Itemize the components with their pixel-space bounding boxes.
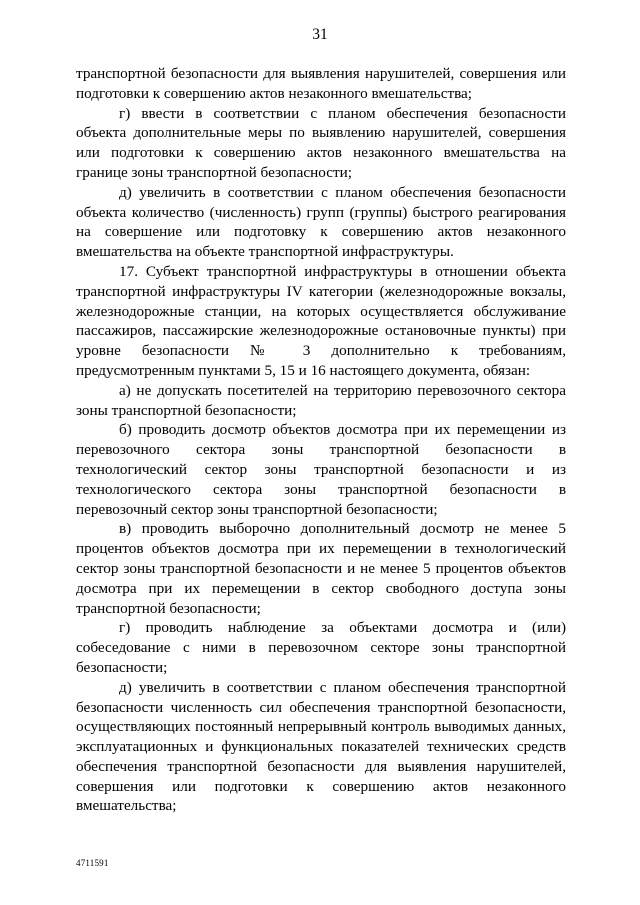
paragraph-item-v: в) проводить выборочно дополнительный досмотр не менее 5 процентов объектов досмотра при их перемещении в технологический сектор зоны транспортной безопасности и не менее 5 процентов объектов досмотра при их перемещении в сектор свободного доступа зоны транспортной безопасности; xyxy=(76,520,566,617)
paragraph-clause-17: 17. Субъект транспортной инфраструктуры в отношении объекта транспортной инфраструктуры IV категории (железнодорожные вокзалы, железнодорожные станции, на которых осуществляется обслуживание пассажиров, пассажирские железнодорожные остановочные пункты) при уровне безопасности № 3 дополнительно к требованиям, предусмотренным пунктами 5, 15 и 16 настоящего документа, обязан: xyxy=(76,262,566,379)
page-number: 31 xyxy=(312,26,328,43)
paragraph-item-b: б) проводить досмотр объектов досмотра при их перемещении из перевозочного сектора зоны транспортной безопасности в технологический сектор зоны транспортной безопасности и из технологического сектора зоны транспортной безопасности в перевозочный сектор зоны транспортной безопасности; xyxy=(76,421,566,518)
paragraph-item-d: д) увеличить в соответствии с планом обеспечения безопасности объекта количество (численность) групп (группы) быстрого реагирования на совершение или подготовку к совершению актов незаконного вмешательства на объекте транспортной инфраструктуры. xyxy=(76,183,566,261)
paragraph-item-a: а) не допускать посетителей на территорию перевозочного сектора зоны транспортной безопасности; xyxy=(76,381,566,419)
paragraph-item-g-2: г) проводить наблюдение за объектами досмотра и (или) собеседование с ними в перевозочном секторе зоны транспортной безопасности; xyxy=(76,619,566,676)
paragraph-continuation: транспортной безопасности для выявления нарушителей, совершения или подготовки к совершению актов незаконного вмешательства; xyxy=(76,65,566,102)
paragraph-item-d-2: д) увеличить в соответствии с планом обеспечения транспортной безопасности численность сил обеспечения транспортной безопасности, осуществляющих постоянный непрерывный контроль выводимых данных, эксплуатационных и функциональных показателей технических средств обеспечения транспортной безопасности для выявления нарушителей, совершения или подготовки к совершению актов незаконного вмешательства; xyxy=(76,678,566,815)
document-body xyxy=(76,64,566,816)
paragraph-item-g: г) ввести в соответствии с планом обеспечения безопасности объекта дополнительные меры по выявлению нарушителей, совершения или подготовки к совершению актов незаконного вмешательства на границе зоны транспортной безопасности; xyxy=(76,104,566,181)
document-code: 4711591 xyxy=(76,858,109,868)
